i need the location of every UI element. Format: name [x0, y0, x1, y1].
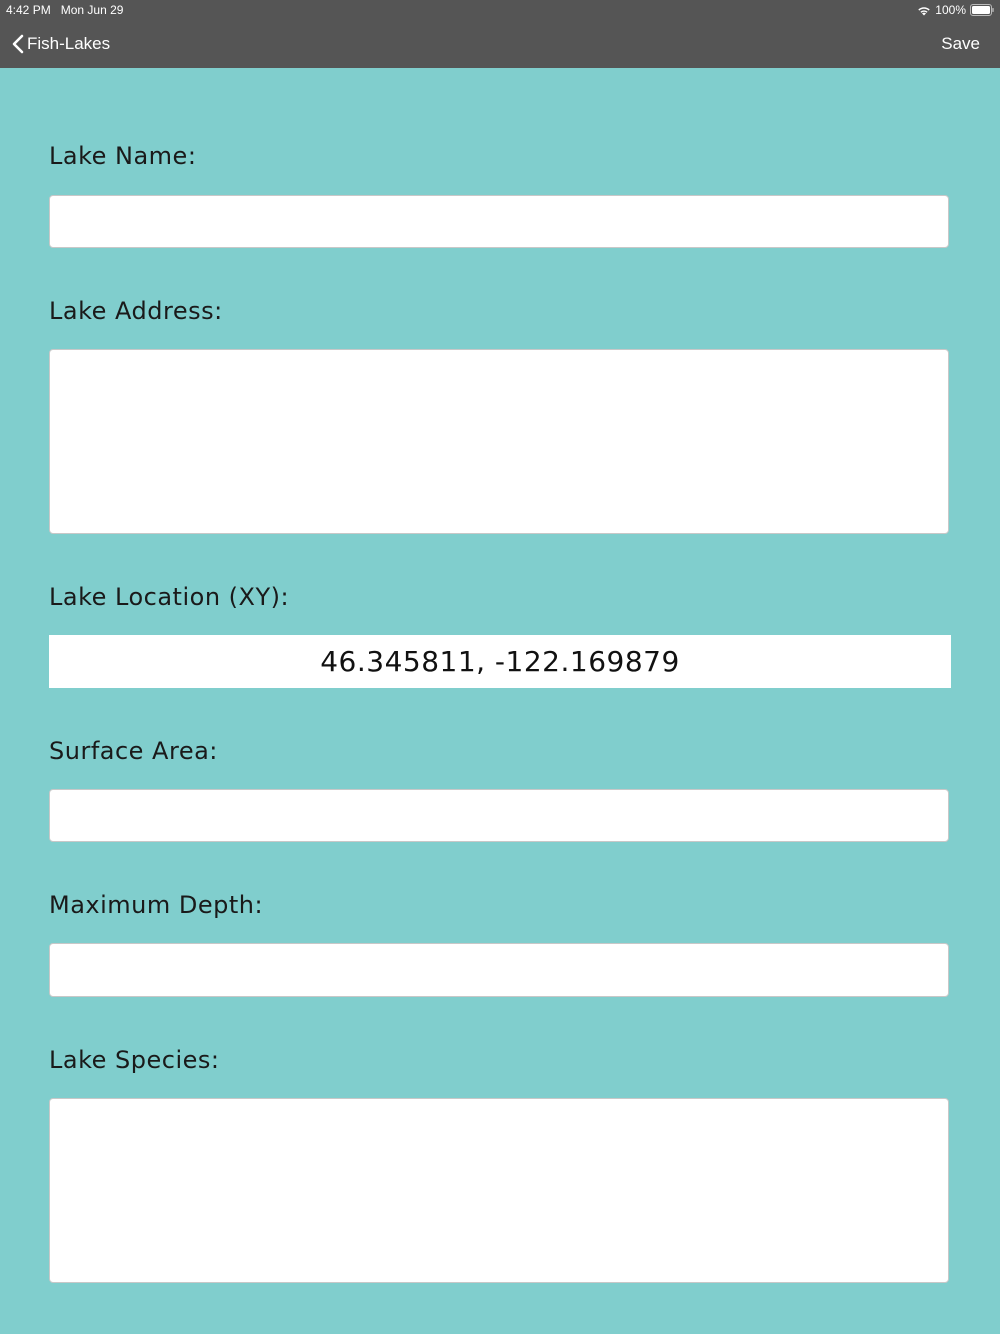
battery-icon	[970, 4, 994, 16]
lake-name-label: Lake Name:	[49, 142, 197, 170]
maximum-depth-label: Maximum Depth:	[49, 891, 264, 919]
battery-percent: 100%	[935, 3, 966, 17]
surface-area-label: Surface Area:	[49, 737, 218, 765]
lake-address-field-container	[49, 349, 949, 534]
back-button[interactable]	[12, 30, 110, 58]
lake-address-label: Lake Address:	[49, 297, 223, 325]
status-time: 4:42 PM	[6, 3, 51, 17]
surface-area-field-container	[49, 789, 949, 842]
lake-species-input[interactable]	[50, 1099, 948, 1282]
status-indicators	[917, 2, 994, 18]
status-time-date	[6, 2, 123, 18]
chevron-left-icon	[12, 34, 24, 54]
lake-species-field-container	[49, 1098, 949, 1283]
surface-area-input[interactable]	[50, 790, 948, 841]
navigation-bar	[0, 0, 1000, 68]
wifi-icon	[917, 5, 931, 16]
lake-species-label: Lake Species:	[49, 1046, 220, 1074]
lake-location-value[interactable]: 46.345811, -122.169879	[49, 635, 951, 688]
maximum-depth-input[interactable]	[50, 944, 948, 996]
save-button[interactable]: Save	[941, 34, 980, 53]
status-date: Mon Jun 29	[60, 3, 124, 17]
lake-name-input[interactable]	[50, 196, 948, 247]
back-button-label: Fish-Lakes	[27, 34, 111, 53]
lake-address-input[interactable]	[50, 350, 948, 533]
lake-name-field-container	[49, 195, 949, 248]
lake-location-label: Lake Location (XY):	[49, 583, 290, 611]
maximum-depth-field-container	[49, 943, 949, 997]
